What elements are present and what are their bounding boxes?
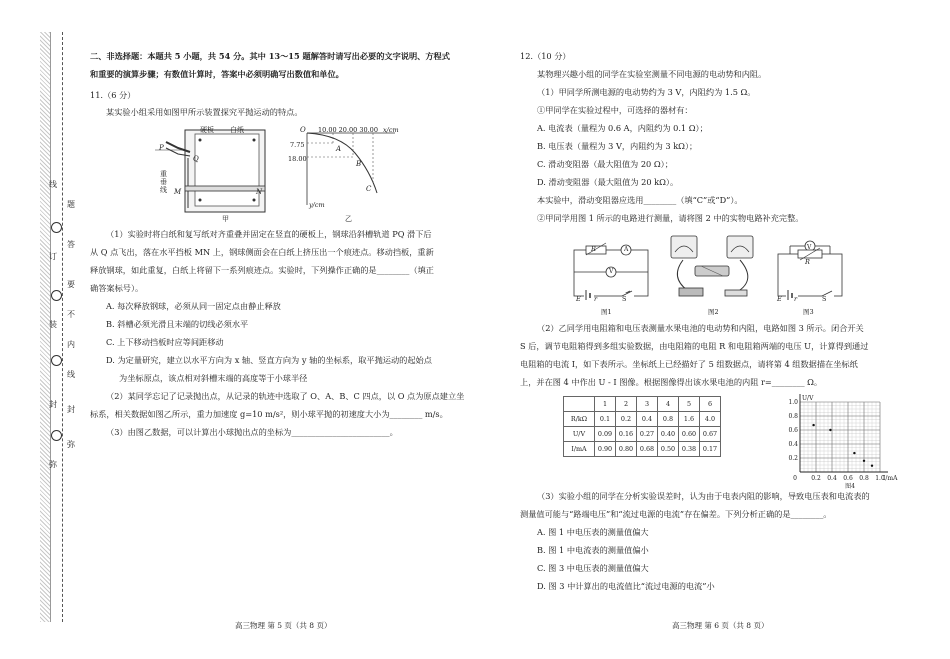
q12-3-option-a: A. 图 1 中电压表的测量值偏大 [537,527,649,537]
equipment-b: B. 电压表（量程为 3 V，内阻约为 3 kΩ）； [537,141,698,151]
q11-2-line-b: 标系，相关数据如图乙所示，重力加速度 g=10 m/s²，则小球平抛的初速度大小为________ m/s。 [90,409,448,419]
table-cell: 0.80 [616,442,637,457]
strip-char-bu: 不 [67,310,75,319]
strip-char-yao: 要 [67,280,75,289]
table-cell: 0.68 [637,442,658,457]
q12-1-i: ①甲同学在实验过程中，可选择的器材有： [537,105,693,115]
q11-1-line-b: 从 Q 点飞出，落在水平挡板 MN 上，钢球侧面会在白纸上挤压出一个痕迹点。移动挡板，重新 [90,247,434,257]
fig1-voltmeter: V [609,268,614,275]
table-cell: 5 [679,397,700,412]
x-tick-label: 0.8 [859,475,869,482]
fig-yi-caption: 乙 [345,215,352,223]
q12-3-option-c: C. 图 3 中电压表的测量值偏大 [537,563,649,573]
strip-char-mi: 弥 [49,460,57,469]
strip-char-ti: 题 [67,200,75,209]
table-cell: 1.6 [679,412,700,427]
table-cell: 3 [637,397,658,412]
left-footer: 高三物理 第 5 页（共 8 页） [235,621,332,630]
q12-2-line-c: 电阻箱的电流 I，如下表所示。坐标纸上已经描好了 5 组数据点，请将第 4 组数据描在坐标纸 [520,359,858,369]
table-cell: 6 [700,397,721,412]
y-tick-label: 0.4 [788,441,798,448]
data-point [871,465,873,467]
table-cell: 0.67 [700,427,721,442]
table-cell: 0.90 [595,442,616,457]
q11-3: （3）由图乙数据，可以计算出小球抛出点的坐标为________________________。 [106,427,398,437]
fig-yi-y-unit: y/cm [309,201,325,209]
data-point [812,424,814,426]
table-cell: 0.60 [679,427,700,442]
equipment-c: C. 滑动变阻器（最大阻值为 20 Ω）； [537,159,673,169]
strip-char-xian-outer: 线 [49,180,57,189]
q11-2-line-a: （2）某同学忘记了记录抛出点，从记录的轨迹中选取了 O、A、B、C 四点，以 O 点为原点建立坐 [106,391,465,401]
binding-dash-line [62,32,63,622]
fig1-R: R [591,245,596,253]
strip-char-zhuang: 装 [49,320,57,329]
fig-jia-N: N [256,188,263,196]
table-cell: 0.17 [700,442,721,457]
equipment-d: D. 滑动变阻器（最大阻值为 20 kΩ）。 [537,177,679,187]
fig-jia-caption: 甲 [222,215,229,223]
q12-intro: 某物理兴趣小组的同学在实验室测量不同电源的电动势和内阻。 [537,69,767,79]
fig3-voltmeter: V [807,244,812,251]
q12-3-line-b: 测量值可能与“路端电压”和“流过电源的电流”存在偏差。下列分析正确的是________。 [520,509,832,519]
fig3-R: R [805,258,810,266]
q11-option-d-2: 为坐标原点，该点相对斜槽末端的高度等于小球半径 [119,373,308,383]
table-cell: 0.38 [679,442,700,457]
q12-1-ii: ②甲同学用图 1 所示的电路进行测量，请将图 2 中的实物电路补充完整。 [537,213,804,223]
section-header-2: 和重要的演算步骤；有数值计算时，答案中必须明确写出数值和单位。 [90,69,344,79]
fig-jia-plumb-3: 线 [160,186,167,194]
data-point [853,452,855,454]
table-cell: 0.1 [595,412,616,427]
y-tick-label: 0.6 [788,427,798,434]
right-footer: 高三物理 第 6 页（共 8 页） [672,621,769,630]
q11-1-line-c: 释放钢球，如此重复，白纸上将留下一系列痕迹点。实验时，下列操作正确的是________（填正 [90,265,434,275]
strip-char-xian: 线 [67,370,75,379]
table-cell: 4 [658,397,679,412]
data-point [863,460,865,462]
fig3-S: S [822,295,827,303]
q11-option-a: A. 每次释放钢球，必须从同一固定点由静止释放 [106,301,281,311]
table-header-row [564,397,721,412]
table-row [564,427,721,442]
equipment-a: A. 电流表（量程为 0.6 A，内阻约为 0.1 Ω）； [537,123,708,133]
q12-title: 12.（10 分） [520,51,571,61]
fig-yi-x-unit: x/cm [383,126,399,134]
table-cell: 0.8 [658,412,679,427]
fig-jia-board-label: 硬板 [200,126,214,134]
fig-yi-C: C [366,185,372,193]
table-cell: I/mA [564,442,595,457]
y-tick-label: 0.8 [788,413,798,420]
strip-char-feng: 封 [49,400,57,409]
y-tick-label: 0.2 [788,455,798,462]
table-cell: 0.2 [616,412,637,427]
table-row [564,442,721,457]
fig-jia-Q: Q [193,155,199,163]
x-tick-label: 0.6 [843,475,853,482]
fig1-S: S [622,295,627,303]
table-cell: 2 [616,397,637,412]
data-table [563,396,721,457]
q11-intro: 某实验小组采用如图甲所示装置探究平抛运动的特点。 [106,107,303,117]
fig-yi-A: A [336,145,342,153]
fig1-caption: 图1 [601,308,612,316]
strip-circle [51,222,62,233]
q12-3-option-d: D. 图 3 中计算出的电流值比“流过电源的电流”小 [537,581,715,591]
fig2-caption: 图2 [708,308,719,316]
fig-yi-y2: 18.00 [288,155,307,163]
q12-3-line-a: （3）实验小组的同学在分析实验误差时，认为由于电表内阻的影响，导致电压表和电流表的 [537,491,870,501]
strip-circle [51,430,62,441]
q11-option-d-1: D. 为定量研究，建立以水平方向为 x 轴、竖直方向为 y 轴的坐标系，取平抛运动的起始点 [106,355,432,365]
fig-jia-plumb-1: 重 [160,170,167,178]
q12-2-line-b: S 后，调节电阻箱得到多组实验数据，由电阻箱的电阻 R 和电阻箱两端的电压 U，计算得到通过 [520,341,869,351]
q12-2-line-a: （2）乙同学用电阻箱和电压表测量水果电池的电动势和内阻，电路如图 3 所示。闭合开关 [537,323,864,333]
fig-yi-origin: O [300,126,306,134]
fig-yi-y1: 7.75 [290,141,305,149]
strip-circle [51,355,62,366]
fig-yi-B: B [356,160,362,168]
fig-jia-plumb-2: 垂 [160,178,167,186]
table-row [564,412,721,427]
x-tick-label: 0.4 [827,475,837,482]
strip-char-feng-inner: 封 [67,405,75,414]
table-cell: 0.4 [637,412,658,427]
fig3-caption: 图3 [803,308,814,316]
data-point [829,429,831,431]
section-header: 二、非选择题：本题共 5 小题，共 54 分。其中 13～15 题解答时请写出必要的文字说明、方程式 [90,51,450,61]
q11-option-c: C. 上下移动挡板时应等间距移动 [106,337,224,347]
q12-3-option-b: B. 图 1 中电流表的测量值偏小 [537,545,649,555]
q11-title: 11.（6 分） [90,90,136,100]
circuit-fig2 [665,232,760,308]
table-cell: 0.40 [658,427,679,442]
fig3-r: r [794,295,798,303]
x-tick-label: 0.2 [811,475,821,482]
strip-char-mi-inner: 弥 [67,440,75,449]
fig1-ammeter: A [624,246,629,253]
fig-jia-paper-label: 白纸 [230,126,244,134]
table-cell: U/V [564,427,595,442]
table-cell: 0.50 [658,442,679,457]
fig1-E: E [576,295,581,303]
table-cell: 4.0 [700,412,721,427]
origin-label: 0 [793,475,797,482]
q11-1-line-d: 确答案标号）。 [90,283,144,293]
y-axis-label: U/V [802,395,814,402]
x-tick-label: 1.0 [875,475,885,482]
q12-1: （1）甲同学所测电源的电动势约为 3 V，内阻约为 1.5 Ω。 [537,87,756,97]
chart-title: 图4 [845,483,855,490]
table-cell: 0.27 [637,427,658,442]
fig3-E: E [777,295,782,303]
table-cell [564,397,595,412]
q11-option-b: B. 斜槽必须光滑且末端的切线必须水平 [106,319,249,329]
strip-circle [51,290,62,301]
q12-2-line-d: 上，并在图 4 中作出 U - I 图像。根据图像得出该水果电池的内阻 r=________ Ω。 [520,377,823,387]
strip-char-ding: 订 [49,252,57,261]
q11-1-line-a: （1）实验时将白纸和复写纸对齐重叠并固定在竖直的硬板上，钢球沿斜槽轨道 PQ 滑下后 [106,229,432,239]
fig-yi-x-ticks: 10.00 20.00 30.00 [318,126,378,134]
fig1-r: r [594,295,598,303]
fig-jia-M: M [174,188,182,196]
strip-char-da: 答 [67,240,75,249]
q12-1-select: 本实验中，滑动变阻器应选用________（填“C”或“D”）。 [537,195,743,205]
table-cell: 0.09 [595,427,616,442]
fig-jia-P: P [159,144,164,152]
table-cell: 1 [595,397,616,412]
y-tick-label: 1.0 [788,399,798,406]
table-cell: 0.16 [616,427,637,442]
x-axis-label: I/mA [883,475,898,482]
table-cell: R/kΩ [564,412,595,427]
ui-graph [780,392,900,492]
strip-char-nei: 内 [67,340,75,349]
